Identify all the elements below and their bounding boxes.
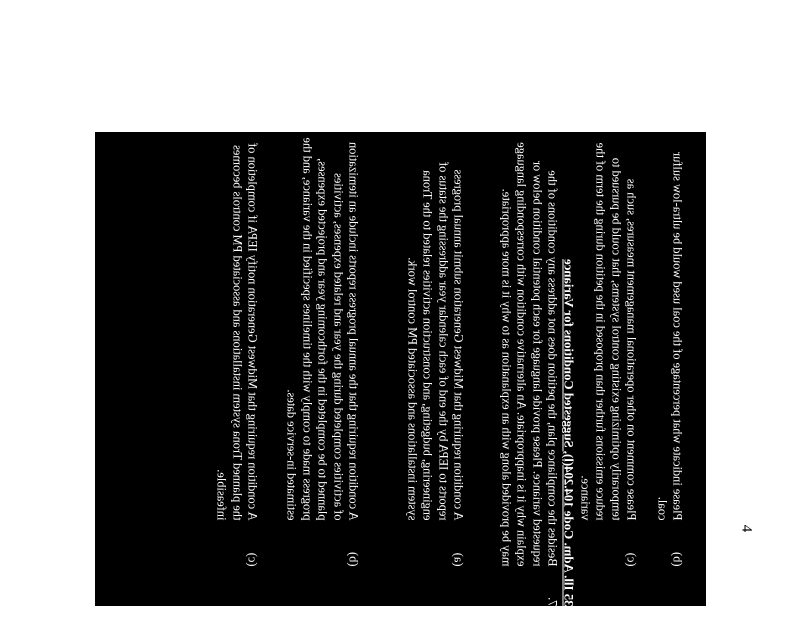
- item-marker: (b): [670, 551, 684, 566]
- item-text: Please comment on other operational management measures, such as temporarily optimizing existing control systems, that could be pursued to reduce emissions further than proposed in the petition during the term of the variance.: [577, 142, 638, 520]
- item-marker: (c): [245, 552, 259, 566]
- condition-c: [213, 132, 259, 606]
- condition-b: [283, 132, 360, 606]
- document-text: [95, 132, 706, 606]
- scanned-document-panel: [95, 132, 706, 606]
- list-item-b-coal: [653, 132, 684, 606]
- item-marker: (a): [451, 552, 465, 566]
- intro-text: Besides the compliance plan, the petition does not address any conditions of the requested variance. Please provide language for each potential condition below or explain why it is inappropriate. An alternative condition with corresponding language may be provided along with an explanation as to why it is more appropriate.: [498, 141, 559, 566]
- item-text: Please indicate what percentage of the coal used would be ultra-low sulfur coal.: [654, 151, 684, 520]
- item-marker: (b): [346, 551, 360, 566]
- section-number: 7.: [545, 596, 559, 606]
- item-text: A condition requiring that Midwest Generation submit annual progress reports to IEPA by the end of each calendar year addressing the status of engineering, budgeting, and construction activities related to the Trona system installations and associated PM control work.: [404, 161, 465, 520]
- section-7-intro: [497, 132, 559, 606]
- item-text: A condition requiring that the annual progress reports include an itemization of activities completed during the year and related expenses, activities planned to be completed in the forthcoming year and projected expenses, progress made to comply with the timelines specified in the variance, and the estimated in-service dates.: [284, 137, 360, 520]
- section-heading: 35 Ill. Adm. Code 104.204(l), Suggested Conditions for Variance: [561, 258, 575, 606]
- item-marker: (c): [624, 552, 638, 566]
- page-number: 4: [738, 524, 755, 533]
- condition-a: [403, 132, 465, 606]
- item-text: A condition requiring that Midwest Generation notify IEPA if completion of the planned Trona system installations and associated PM controls becomes infeasible.: [214, 142, 259, 520]
- list-item-c-operational: [576, 132, 638, 606]
